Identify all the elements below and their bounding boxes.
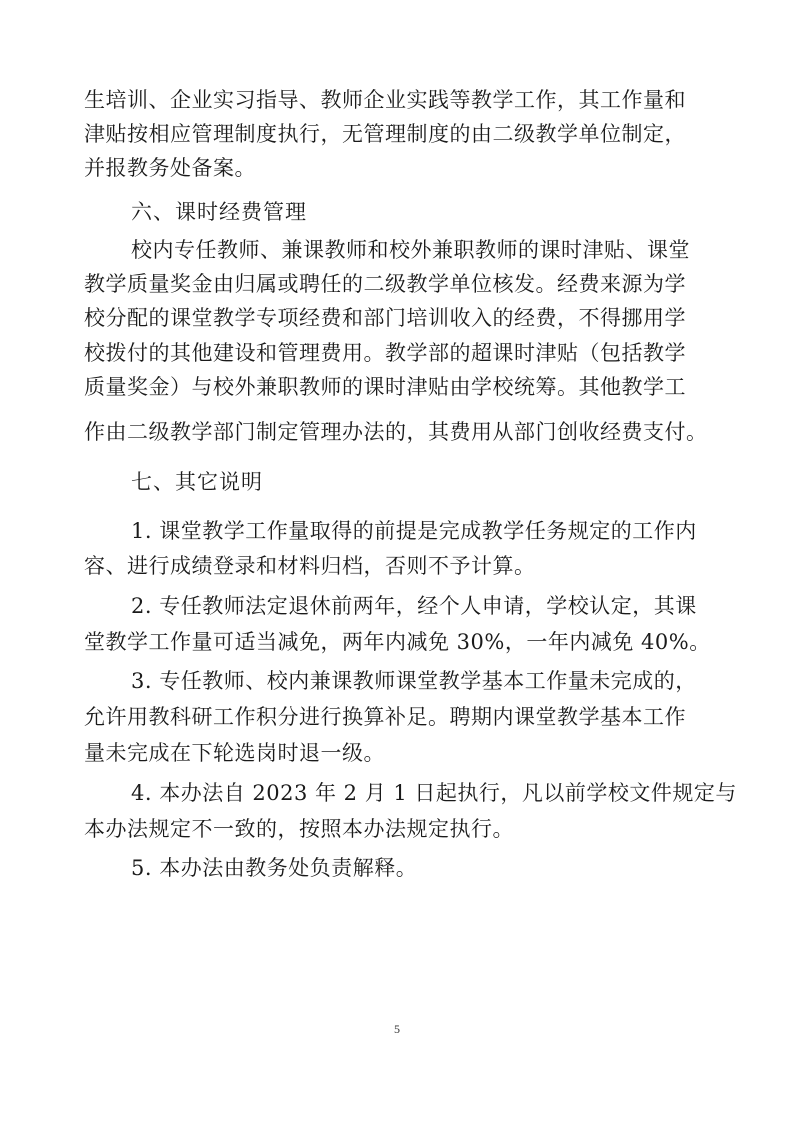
paragraph-line: 3. 专任教师、校内兼课教师课堂教学基本工作量未完成的， xyxy=(131,669,697,693)
paragraph-line: 质量奖金）与校外兼职教师的课时津贴由学校统筹。其他教学工 xyxy=(84,375,686,399)
paragraph-line: 生培训、企业实习指导、教师企业实践等教学工作，其工作量和 xyxy=(84,88,686,112)
section-heading-6: 六、课时经费管理 xyxy=(131,200,307,224)
paragraph-line: 校分配的课堂教学专项经费和部门培训收入的经费，不得挪用学 xyxy=(84,306,686,330)
paragraph-line: 校内专任教师、兼课教师和校外兼职教师的课时津贴、课堂 xyxy=(131,238,690,262)
paragraph-line: 并报教务处备案。 xyxy=(84,156,256,180)
paragraph-line: 津贴按相应管理制度执行，无管理制度的由二级教学单位制定， xyxy=(84,122,686,146)
paragraph-line: 堂教学工作量可适当减免，两年内减免 30%，一年内减免 40%。 xyxy=(84,630,711,654)
paragraph-line: 1. 课堂教学工作量取得的前提是完成教学任务规定的工作内 xyxy=(131,519,697,543)
paragraph-line: 4. 本办法自 2023 年 2 月 1 日起执行，凡以前学校文件规定与 xyxy=(131,781,737,805)
section-heading-7: 七、其它说明 xyxy=(131,470,263,494)
paragraph-line: 本办法规定不一致的，按照本办法规定执行。 xyxy=(84,817,514,841)
paragraph-line: 允许用教科研工作积分进行换算补足。聘期内课堂教学基本工作 xyxy=(84,705,686,729)
paragraph-line: 量未完成在下轮选岗时退一级。 xyxy=(84,741,385,765)
page-number: 5 xyxy=(394,1022,400,1036)
paragraph-line: 容、进行成绩登录和材料归档，否则不予计算。 xyxy=(84,554,536,578)
paragraph-line: 校拨付的其他建设和管理费用。教学部的超课时津贴（包括教学 xyxy=(84,341,686,365)
paragraph-line: 作由二级教学部门制定管理办法的，其费用从部门创收经费支付。 xyxy=(84,420,708,444)
paragraph-line: 5. 本办法由教务处负责解释。 xyxy=(131,856,418,880)
paragraph-line: 教学质量奖金由归属或聘任的二级教学单位核发。经费来源为学 xyxy=(84,272,686,296)
paragraph-line: 2. 专任教师法定退休前两年，经个人申请，学校认定，其课 xyxy=(131,594,697,618)
